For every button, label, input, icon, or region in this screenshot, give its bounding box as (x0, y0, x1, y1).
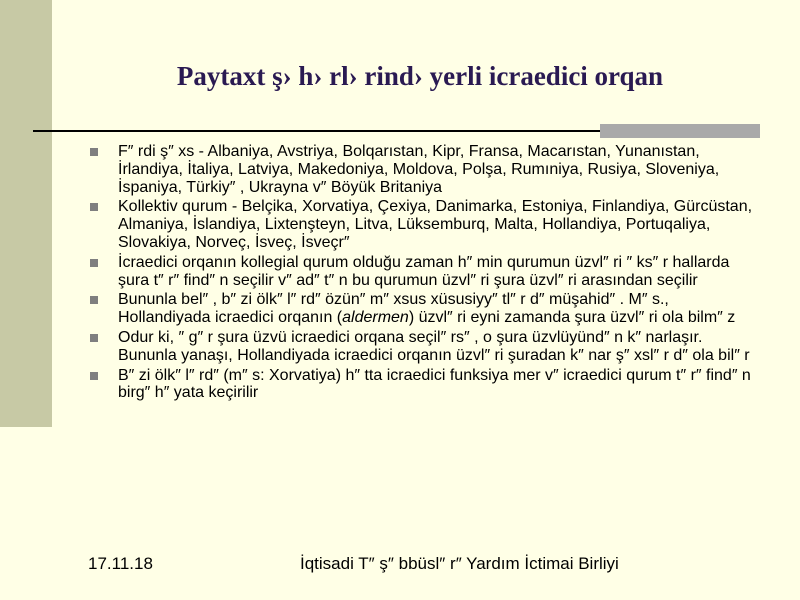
slide-title: Paytaxt ş› h› rl› rind› yerli icraedici orqan (176, 61, 664, 91)
bullet-text-end: ) üzvl″ ri eyni zamanda şura üzvl″ ri ola bilm″ z (408, 309, 736, 327)
bullet-text: Odur ki, ″ g″ r şura üzvü icraedici orqana seçil″ rs″ , o şura üzvlüyünd″ n k″ narlaşır. Bununla yanaşı, Hollandiyada icraedici orqanın üzvl″ ri şuradan k″ nar ş″ xsl″ r d″ ola bil″ r (118, 328, 750, 364)
footer-date: 17.11.18 (88, 554, 153, 573)
bullet-item (90, 254, 760, 290)
bullet-text-start: Bununla bel″ , b″ zi ölk″ l″ rd″ özün″ m″ xsus xüsusiyy″ tl″ r d″ müşahid″ . M″ s., Hollandiyada icraedici orqanın ( (118, 291, 669, 327)
bullet-item (90, 329, 760, 365)
square-bullet-icon (90, 148, 98, 156)
bullet-text: Kollektiv qurum - Belçika, Xorvatiya, Çexiya, Danimarka, Estoniya, Finlandiya, Gürcüstan, Almaniya, İslandiya, Lixtenşteyn, Litva, Lüksemburq, Malta, Hollandiya, Portuqaliya, Slovakiya, Norveç, İsveç, İsveçr″ (118, 198, 753, 251)
square-bullet-icon (90, 334, 98, 342)
square-bullet-icon (90, 203, 98, 211)
bullet-text: İcraedici orqanın kollegial qurum olduğu zaman h″ min qurumun üzvl″ ri ″ ks″ r hallarda şura t″ r″ find″ n seçilir v″ ad″ t″ n bu qurumun üzvl″ ri şura üzvl″ ri arasından seçilir (118, 253, 730, 289)
bullet-item (90, 291, 760, 327)
title-divider-block (600, 124, 760, 138)
bullet-item (90, 143, 760, 196)
square-bullet-icon (90, 296, 98, 304)
bullet-item (90, 198, 760, 251)
bullet-item (90, 367, 760, 403)
bullet-text: B″ zi ölk″ l″ rd″ (m″ s: Xorvatiya) h″ tta icraedici funksiya mer v″ icraedici qurum t″ r″ find″ n birg″ h″ yata keçirilir (118, 366, 751, 402)
left-accent-bar (0, 0, 52, 427)
footer-organization: İqtisadi T″ ş″ bbüsl″ r″ Yardım İctimai Birliyi (300, 554, 619, 573)
bullet-list (90, 143, 760, 404)
bullet-text-italic-term: aldermen (342, 309, 409, 327)
square-bullet-icon (90, 259, 98, 267)
square-bullet-icon (90, 372, 98, 380)
bullet-text: F″ rdi ş″ xs - Albaniya, Avstriya, Bolqarıstan, Kipr, Fransa, Macarıstan, Yunanıstan, İrlandiya, İtaliya, Latviya, Makedoniya, Moldova, Polşa, Rumıniya, Rusiya, Sloveniya, İspaniya, Türkiy″ , Ukrayna v″ Böyük Britaniya (118, 143, 720, 196)
